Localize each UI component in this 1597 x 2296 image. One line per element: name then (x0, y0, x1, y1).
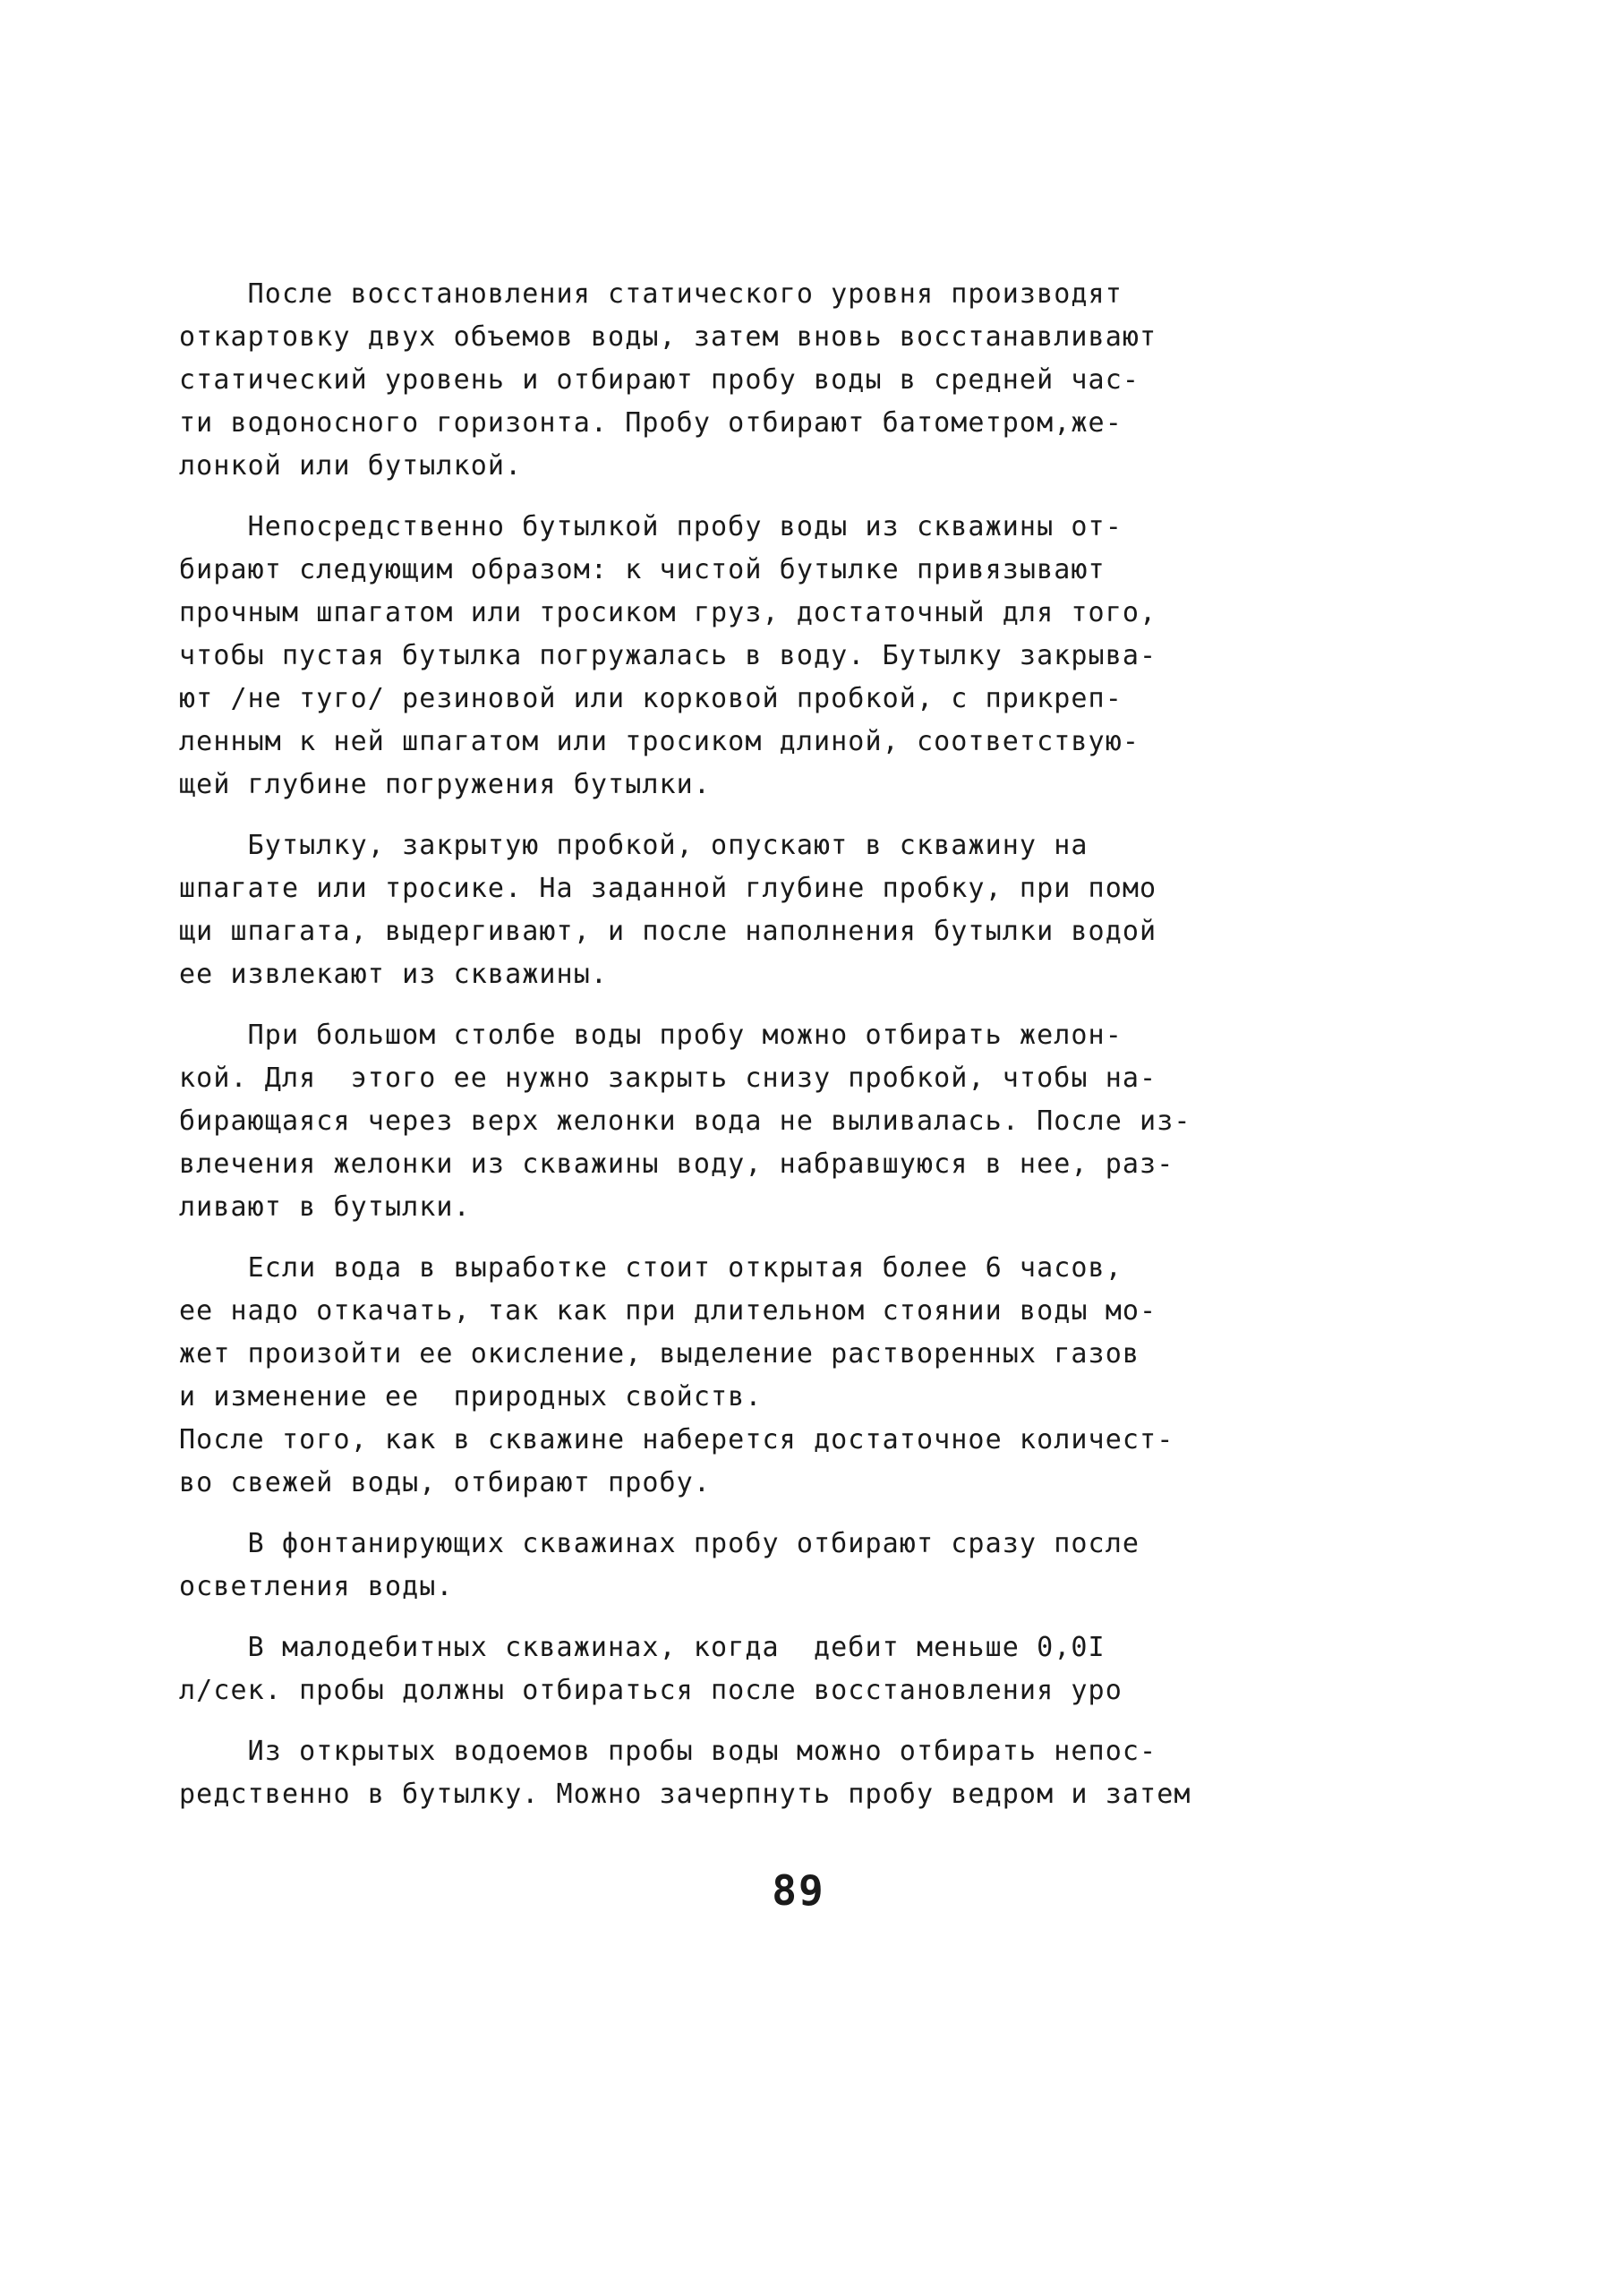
text-line: и изменение ее природных свойств. (179, 1381, 763, 1413)
text-line: статический уровень и отбирают пробу воды в средней час- (179, 364, 1140, 396)
page-number: 89 (772, 1866, 825, 1915)
paragraph-bottle-sampling (179, 506, 1235, 807)
text-line: Если вода в выработке стоит открытая более 6 часов, (179, 1252, 1123, 1284)
text-line: во свежей воды, отбирают пробу. (179, 1467, 712, 1498)
paragraph-low-yield-wells (179, 1626, 1235, 1712)
text-line: редственно в бутылку. Можно зачерпнуть пробу ведром и затем (179, 1779, 1191, 1810)
text-line: Непосредственно бутылкой пробу воды из скважины от- (179, 511, 1123, 542)
paragraph-static-level (179, 273, 1235, 488)
text-line: жет произойти ее окисление, выделение растворенных газов (179, 1338, 1140, 1370)
text-line: ее извлекают из скважины. (179, 959, 609, 990)
text-line: После того, как в скважине наберется достаточное количест- (179, 1424, 1174, 1455)
text-line: При большом столбе воды пробу можно отбирать желон- (179, 1020, 1123, 1051)
text-line: ти водоносного горизонта. Пробу отбирают батометром,же- (179, 407, 1123, 439)
text-line: л/сек. пробы должны отбираться после восстановления уро (179, 1675, 1123, 1706)
text-line: щи шпагата, выдергивают, и после наполнения бутылки водой (179, 916, 1157, 947)
text-line: лонкой или бутылкой. (179, 450, 523, 482)
text-line: В фонтанирующих скважинах пробу отбирают сразу после (179, 1528, 1140, 1559)
text-line: В малодебитных скважинах, когда дебит меньше 0,0I (179, 1632, 1106, 1663)
text-line: ют /не туго/ резиновой или корковой пробкой, с прикреп- (179, 683, 1123, 714)
paragraph-bailer (179, 1014, 1235, 1229)
text-line: щей глубине погружения бутылки. (179, 769, 712, 800)
text-line: Бутылку, закрытую пробкой, опускают в скважину на (179, 830, 1089, 861)
text-line: После восстановления статического уровня производят (179, 278, 1123, 310)
text-line: откартовку двух объемов воды, затем вновь восстанавливают (179, 321, 1157, 353)
text-line: ливают в бутылки. (179, 1191, 471, 1223)
text-line: Из открытых водоемов пробы воды можно отбирать непос- (179, 1736, 1157, 1767)
text-line: ее надо откачать, так как при длительном стоянии воды мо- (179, 1295, 1157, 1327)
text-line: чтобы пустая бутылка погружалась в воду. Бутылку закрыва- (179, 640, 1157, 671)
text-line: осветления воды. (179, 1571, 454, 1602)
text-line: кой. Для этого ее нужно закрыть снизу пробкой, чтобы на- (179, 1063, 1157, 1094)
text-line: бирающаяся через верх желонки вода не выливалась. После из- (179, 1105, 1191, 1137)
text-line: бирают следующим образом: к чистой бутылке привязывают (179, 554, 1106, 585)
paragraph-lowering-bottle (179, 824, 1235, 996)
text-line: шпагате или тросике. На заданной глубине пробку, при помо (179, 873, 1157, 904)
paragraph-flowing-wells (179, 1523, 1235, 1609)
text-line: прочным шпагатом или тросиком груз, достаточный для того, (179, 597, 1157, 628)
text-line: ленным к ней шпагатом или тросиком длиной, соответствую- (179, 726, 1140, 757)
body-text (179, 273, 1235, 1834)
paragraph-open-reservoirs (179, 1730, 1235, 1816)
paragraph-stagnant-water (179, 1247, 1235, 1505)
text-line: влечения желонки из скважины воду, набравшуюся в нее, раз- (179, 1148, 1174, 1180)
